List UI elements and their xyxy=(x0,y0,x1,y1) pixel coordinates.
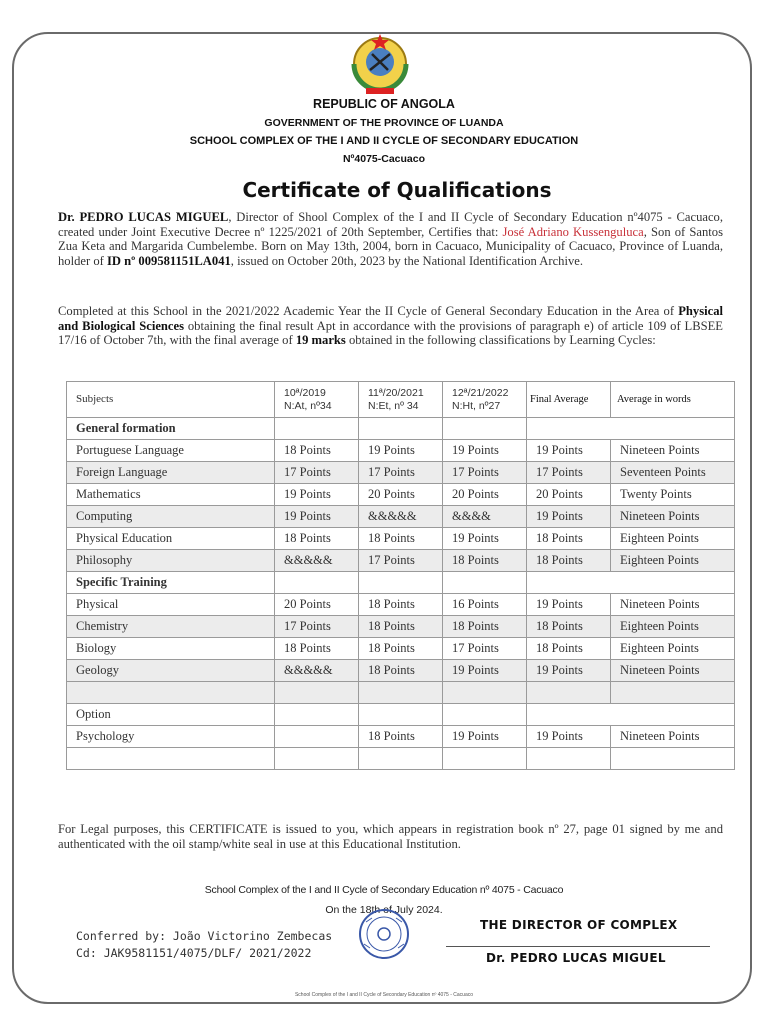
section-option-label: Option xyxy=(67,704,275,726)
certificate-code: Cd: JAK9581151/4075/DLF/ 2021/2022 xyxy=(76,946,312,960)
section-specific-training-label: Specific Training xyxy=(67,572,275,594)
grade-12th: 17 Points xyxy=(443,462,527,484)
grade-12th: 19 Points xyxy=(443,528,527,550)
empty-cell xyxy=(275,682,359,704)
para1-text-c: , issued on October 20th, 2023 by the National Identification Archive. xyxy=(230,253,583,268)
para2-text-a: Completed at this School in the 2021/2022 Academic Year the II Cycle of General Secondary Education in the Area of xyxy=(58,304,679,318)
header-10th-ref: N:At, nº34 xyxy=(284,399,332,412)
final-average: 19 Points xyxy=(527,440,611,462)
grade-10th: 18 Points xyxy=(275,440,359,462)
header-school: SCHOOL COMPLEX OF THE I AND II CYCLE OF SECONDARY EDUCATION xyxy=(189,135,579,147)
page-footer: School Complex of the I and II Cycle of Secondary Education nº 4075 - Cacuaco xyxy=(294,992,474,998)
header-12th-year: 12ª/21/2022 xyxy=(452,386,509,399)
certificate-title: Certificate of Qualifications xyxy=(242,178,552,202)
average-in-words: Eighteen Points xyxy=(611,638,735,660)
empty-cell xyxy=(527,748,611,770)
empty-cell xyxy=(67,682,275,704)
grade-10th xyxy=(275,726,359,748)
subject-name: Foreign Language xyxy=(67,462,275,484)
final-average: 19 Points xyxy=(527,594,611,616)
grade-12th: 18 Points xyxy=(443,616,527,638)
section-option xyxy=(67,704,735,726)
average-in-words: Nineteen Points xyxy=(611,506,735,528)
empty-cell xyxy=(275,748,359,770)
subject-name: Chemistry xyxy=(67,616,275,638)
empty-cell xyxy=(275,704,359,726)
grade-10th: &&&&& xyxy=(275,660,359,682)
final-average: 18 Points xyxy=(527,616,611,638)
section-general-formation xyxy=(67,418,735,440)
header-school-number: Nº4075-Cacuaco xyxy=(342,153,426,165)
average-in-words: Nineteen Points xyxy=(611,440,735,462)
grade-11th: 18 Points xyxy=(359,528,443,550)
empty-cell xyxy=(275,418,359,440)
grade-10th: 20 Points xyxy=(275,594,359,616)
empty-cell xyxy=(443,682,527,704)
header-subjects: Subjects xyxy=(67,382,275,418)
subject-name: Mathematics xyxy=(67,484,275,506)
final-average: 20 Points xyxy=(527,484,611,506)
grade-11th: 20 Points xyxy=(359,484,443,506)
grade-12th: 17 Points xyxy=(443,638,527,660)
grade-10th: 19 Points xyxy=(275,484,359,506)
empty-cell xyxy=(527,682,611,704)
header-10th-year: 10ª/2019 xyxy=(284,386,326,399)
empty-row xyxy=(67,748,735,770)
final-average: 19 Points xyxy=(527,506,611,528)
issue-date: On the 18th of July 2024. xyxy=(325,904,443,916)
empty-cell xyxy=(611,682,735,704)
empty-cell xyxy=(359,418,443,440)
header-11th-ref: N:Et, nº 34 xyxy=(368,399,419,412)
grade-11th: 18 Points xyxy=(359,660,443,682)
header-average-in-words: Average in words xyxy=(611,382,735,418)
header-10th xyxy=(275,382,359,418)
para2-text-c: obtained in the following classifications by Learning Cycles: xyxy=(345,333,656,348)
certification-paragraph xyxy=(58,210,723,268)
empty-row xyxy=(67,682,735,704)
grade-10th: 17 Points xyxy=(275,616,359,638)
average-in-words: Twenty Points xyxy=(611,484,735,506)
header-12th-ref: N:Ht, nº27 xyxy=(452,399,501,412)
grade-12th: 19 Points xyxy=(443,726,527,748)
final-average: 18 Points xyxy=(527,638,611,660)
grade-11th: 18 Points xyxy=(359,616,443,638)
section-specific-training xyxy=(67,572,735,594)
header-11th xyxy=(359,382,443,418)
grade-12th: &&&& xyxy=(443,506,527,528)
header-final-average: Final Average xyxy=(527,382,611,418)
completion-paragraph xyxy=(58,304,723,348)
empty-cell xyxy=(359,748,443,770)
grade-10th: 18 Points xyxy=(275,638,359,660)
table-row xyxy=(67,638,735,660)
empty-cell xyxy=(443,704,527,726)
subject-name: Philosophy xyxy=(67,550,275,572)
grade-10th: 19 Points xyxy=(275,506,359,528)
table-row xyxy=(67,462,735,484)
grade-11th: 17 Points xyxy=(359,550,443,572)
subject-name: Physical Education xyxy=(67,528,275,550)
empty-cell xyxy=(527,704,735,726)
subject-name: Psychology xyxy=(67,726,275,748)
average-in-words: Nineteen Points xyxy=(611,594,735,616)
empty-cell xyxy=(443,418,527,440)
grade-11th: 18 Points xyxy=(359,594,443,616)
section-general-formation-label: General formation xyxy=(67,418,275,440)
subject-name: Portuguese Language xyxy=(67,440,275,462)
final-average: 19 Points xyxy=(527,726,611,748)
grade-10th: 17 Points xyxy=(275,462,359,484)
header-republic: REPUBLIC OF ANGOLA xyxy=(313,97,455,111)
table-row xyxy=(67,506,735,528)
empty-cell xyxy=(611,748,735,770)
empty-cell xyxy=(359,704,443,726)
average-in-words: Nineteen Points xyxy=(611,660,735,682)
table-row xyxy=(67,594,735,616)
empty-cell xyxy=(443,572,527,594)
subject-name: Biology xyxy=(67,638,275,660)
conferred-by: Conferred by: João Victorino Zembecas xyxy=(76,929,333,943)
final-average: 18 Points xyxy=(527,550,611,572)
issuing-school: School Complex of the I and II Cycle of Secondary Education nº 4075 - Cacuaco xyxy=(204,884,564,896)
table-row xyxy=(67,616,735,638)
table-header-row xyxy=(67,382,735,418)
average-in-words: Nineteen Points xyxy=(611,726,735,748)
empty-cell xyxy=(67,748,275,770)
school-seal-icon xyxy=(346,904,422,964)
study-area: Physical and Biological Sciences xyxy=(58,304,723,333)
final-average: 17 Points xyxy=(527,462,611,484)
para2-text-b: obtaining the final result Apt in accordance with the provisions of paragraph e) of article 109 of LBSEE 17/16 of October 7th, with the final average of xyxy=(58,318,723,348)
average-in-words: Seventeen Points xyxy=(611,462,735,484)
id-number: ID nº 009581151LA041 xyxy=(106,253,231,268)
empty-cell xyxy=(527,418,735,440)
header-government: GOVERNMENT OF THE PROVINCE OF LUANDA xyxy=(264,117,504,129)
empty-cell xyxy=(527,572,735,594)
final-average-marks: 19 marks xyxy=(295,333,346,348)
para1-text-b: , Son of Santos Zua Keta and Margarida Cumbelembe. Born on May 13th, 2004, born in Cacuaco, Municipality of Cacuaco, Province of Luanda, holder of xyxy=(58,224,723,268)
table-row xyxy=(67,528,735,550)
grade-12th: 19 Points xyxy=(443,440,527,462)
grade-12th: 18 Points xyxy=(443,550,527,572)
director-name: Dr. PEDRO LUCAS MIGUEL xyxy=(58,210,229,224)
director-title: THE DIRECTOR OF COMPLEX xyxy=(480,918,678,932)
table-row xyxy=(67,440,735,462)
grades-table xyxy=(66,381,735,770)
grade-11th: 18 Points xyxy=(359,726,443,748)
final-average: 18 Points xyxy=(527,528,611,550)
signature-line xyxy=(446,946,710,947)
table-row xyxy=(67,550,735,572)
average-in-words: Eighteen Points xyxy=(611,528,735,550)
grade-11th: &&&&& xyxy=(359,506,443,528)
header-12th xyxy=(443,382,527,418)
para1-text-a: , Director of Shool Complex of the I and II Cycle of Secondary Education nº4075 - Cacuaco, created under Joint Executive Decree nº 1225/2021 of 20th September, Certifies that: xyxy=(58,210,723,239)
empty-cell xyxy=(359,572,443,594)
subject-name: Geology xyxy=(67,660,275,682)
student-name: José Adriano Kussenguluca xyxy=(502,224,644,239)
grade-11th: 17 Points xyxy=(359,462,443,484)
empty-cell xyxy=(359,682,443,704)
empty-cell xyxy=(443,748,527,770)
grade-12th: 19 Points xyxy=(443,660,527,682)
empty-cell xyxy=(275,572,359,594)
legal-purposes-paragraph: For Legal purposes, this CERTIFICATE is issued to you, which appears in registration book nº 27, page 01 signed by me and authenticated with the oil stamp/white seal in use at this Educational Institution. xyxy=(58,822,723,851)
subject-name: Computing xyxy=(67,506,275,528)
average-in-words: Eighteen Points xyxy=(611,550,735,572)
table-row xyxy=(67,660,735,682)
grade-11th: 19 Points xyxy=(359,440,443,462)
table-row xyxy=(67,484,735,506)
director-signature-name: Dr. PEDRO LUCAS MIGUEL xyxy=(486,951,666,965)
grade-10th: &&&&& xyxy=(275,550,359,572)
grade-11th: 18 Points xyxy=(359,638,443,660)
table-row xyxy=(67,726,735,748)
grade-10th: 18 Points xyxy=(275,528,359,550)
grade-12th: 20 Points xyxy=(443,484,527,506)
header-11th-year: 11ª/20/2021 xyxy=(368,386,424,399)
final-average: 19 Points xyxy=(527,660,611,682)
average-in-words: Eighteen Points xyxy=(611,616,735,638)
angola-coat-of-arms-icon xyxy=(340,30,420,98)
subject-name: Physical xyxy=(67,594,275,616)
grade-12th: 16 Points xyxy=(443,594,527,616)
